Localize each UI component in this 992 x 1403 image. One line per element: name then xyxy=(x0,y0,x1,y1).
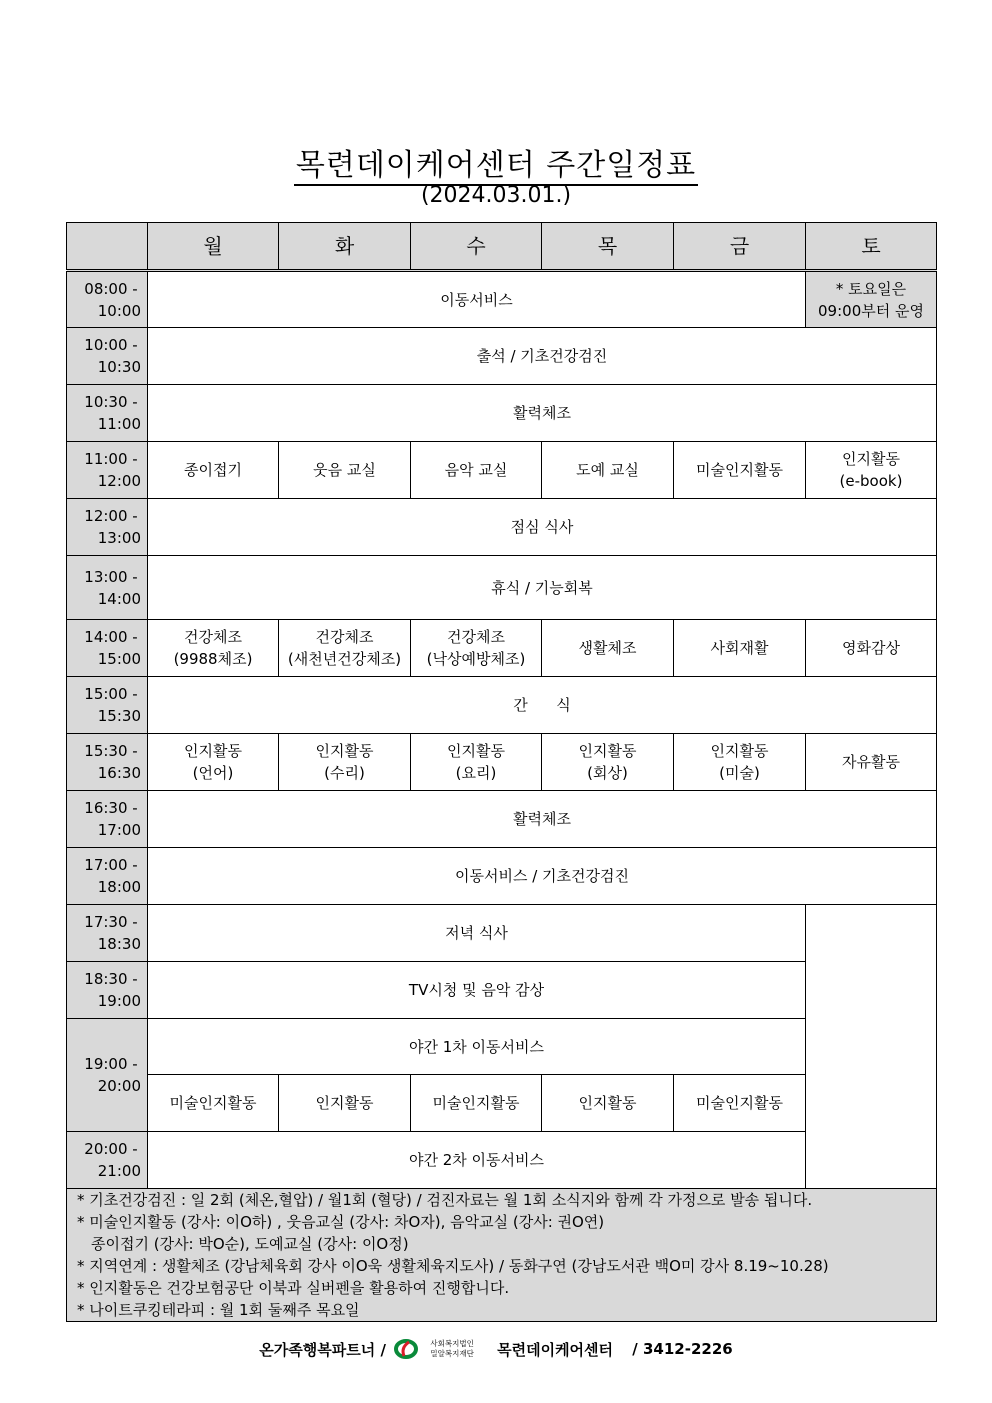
activity-cell: 인지활동 xyxy=(542,1075,674,1132)
time-cell: 11:00 - 12:00 xyxy=(67,442,148,499)
note-line: * 미술인지활동 (강사: 이O하) , 웃음교실 (강사: 차O자), 음악교실 (강사: 권O연) xyxy=(77,1213,605,1231)
time-cell: 08:00 - 10:00 xyxy=(67,271,148,328)
activity-cell: 인지활동 (미술) xyxy=(674,734,806,791)
schedule-row xyxy=(67,328,937,385)
activity-cell: 인지활동 xyxy=(279,1075,411,1132)
activity-cell: 미술인지활동 xyxy=(674,442,806,499)
schedule-row xyxy=(67,499,937,556)
schedule-row xyxy=(67,620,937,677)
activity-cell: 도예 교실 xyxy=(542,442,674,499)
time-cell: 14:00 - 15:00 xyxy=(67,620,148,677)
activity-cell: TV시청 및 음악 감상 xyxy=(148,962,806,1019)
schedule-row xyxy=(67,556,937,620)
phone-number: / 3412-2226 xyxy=(632,1340,733,1358)
note-line: * 나이트쿠킹테라피 : 월 1회 둘째주 목요일 xyxy=(77,1301,360,1319)
page-title xyxy=(0,140,992,184)
activity-cell: 미술인지활동 xyxy=(411,1075,542,1132)
foundation-name: 사회복지법인 밀알복지재단 xyxy=(430,1339,474,1358)
activity-cell: 이동서비스 / 기초건강검진 xyxy=(148,848,937,905)
day-tue: 화 xyxy=(279,223,411,271)
foundation-logo-icon xyxy=(393,1338,419,1360)
schedule-row xyxy=(67,848,937,905)
footer xyxy=(0,1338,992,1370)
time-cell: 20:00 - 21:00 xyxy=(67,1132,148,1189)
activity-cell: 사회재활 xyxy=(674,620,806,677)
time-cell: 10:00 - 10:30 xyxy=(67,328,148,385)
activity-cell: 활력체조 xyxy=(148,791,937,848)
time-cell: 17:00 - 18:00 xyxy=(67,848,148,905)
corner-cell xyxy=(67,223,148,271)
schedule-row xyxy=(67,271,937,328)
schedule-row xyxy=(67,385,937,442)
note-line: * 인지활동은 건강보험공단 이북과 실버펜을 활용하여 진행합니다. xyxy=(77,1279,510,1297)
notes-row xyxy=(67,1189,937,1322)
day-header-row xyxy=(67,223,937,271)
time-cell: 13:00 - 14:00 xyxy=(67,556,148,620)
time-cell: 18:30 - 19:00 xyxy=(67,962,148,1019)
schedule-date: (2024.03.01.) xyxy=(420,183,572,208)
activity-cell: 영화감상 xyxy=(806,620,937,677)
day-wed: 수 xyxy=(411,223,542,271)
schedule-row xyxy=(67,791,937,848)
activity-cell: 미술인지활동 xyxy=(148,1075,279,1132)
activity-cell: 저녁 식사 xyxy=(148,905,806,962)
activity-cell: 야간 1차 이동서비스 xyxy=(148,1019,806,1075)
notes-cell xyxy=(67,1189,937,1322)
time-cell: 12:00 - 13:00 xyxy=(67,499,148,556)
time-cell: 17:30 - 18:30 xyxy=(67,905,148,962)
activity-cell: 인지활동 (언어) xyxy=(148,734,279,791)
note-line: 종이접기 (강사: 박O순), 도예교실 (강사: 이O정) xyxy=(91,1235,409,1253)
activity-cell: 웃음 교실 xyxy=(279,442,411,499)
activity-cell: 간 식 xyxy=(148,677,937,734)
schedule-row xyxy=(67,734,937,791)
activity-cell: 인지활동 (수리) xyxy=(279,734,411,791)
note-line: * 지역연계 : 생활체조 (강남체육회 강사 이O욱 생활체육지도사) / 동화구연 (강남도서관 백O미 강사 8.19~10.28) xyxy=(77,1257,829,1275)
time-cell: 16:30 - 17:00 xyxy=(67,791,148,848)
center-name: 목련데이케어센터 xyxy=(497,1340,614,1359)
activity-cell: 인지활동 (요리) xyxy=(411,734,542,791)
day-mon: 월 xyxy=(148,223,279,271)
activity-cell: 건강체조 (낙상예방체조) xyxy=(411,620,542,677)
time-cell: 19:00 - 20:00 xyxy=(67,1019,148,1132)
activity-cell: 점심 식사 xyxy=(148,499,937,556)
activity-cell: 휴식 / 기능회복 xyxy=(148,556,937,620)
day-fri: 금 xyxy=(674,223,806,271)
activity-cell: 야간 2차 이동서비스 xyxy=(148,1132,806,1189)
weekly-schedule-table xyxy=(66,222,937,1322)
title-text: 목련데이케어센터 주간일정표 xyxy=(294,148,698,186)
activity-cell: 건강체조 (9988체조) xyxy=(148,620,279,677)
empty-saturday-cell xyxy=(806,905,937,1189)
day-thu: 목 xyxy=(542,223,674,271)
activity-cell: 이동서비스 xyxy=(148,271,806,328)
note-line: * 기초건강검진 : 일 2회 (체온,혈압) / 월1회 (혈당) / 검진자료는 월 1회 소식지와 함께 각 가정으로 발송 됩니다. xyxy=(77,1191,813,1209)
activity-cell: 미술인지활동 xyxy=(674,1075,806,1132)
saturday-note-cell: * 토요일은 09:00부터 운영 xyxy=(806,271,937,328)
time-cell: 10:30 - 11:00 xyxy=(67,385,148,442)
schedule-row xyxy=(67,905,937,962)
time-cell: 15:00 - 15:30 xyxy=(67,677,148,734)
partner-text: 온가족행복파트너 / xyxy=(259,1340,386,1359)
activity-cell: 음악 교실 xyxy=(411,442,542,499)
activity-cell: 활력체조 xyxy=(148,385,937,442)
activity-cell: 인지활동 (회상) xyxy=(542,734,674,791)
schedule-row xyxy=(67,442,937,499)
activity-cell: 출석 / 기초건강검진 xyxy=(148,328,937,385)
time-cell: 15:30 - 16:30 xyxy=(67,734,148,791)
activity-cell: 인지활동 (e-book) xyxy=(806,442,937,499)
activity-cell: 생활체조 xyxy=(542,620,674,677)
schedule-row xyxy=(67,677,937,734)
activity-cell: 건강체조 (새천년건강체조) xyxy=(279,620,411,677)
day-sat: 토 xyxy=(806,223,937,271)
activity-cell: 자유활동 xyxy=(806,734,937,791)
activity-cell: 종이접기 xyxy=(148,442,279,499)
